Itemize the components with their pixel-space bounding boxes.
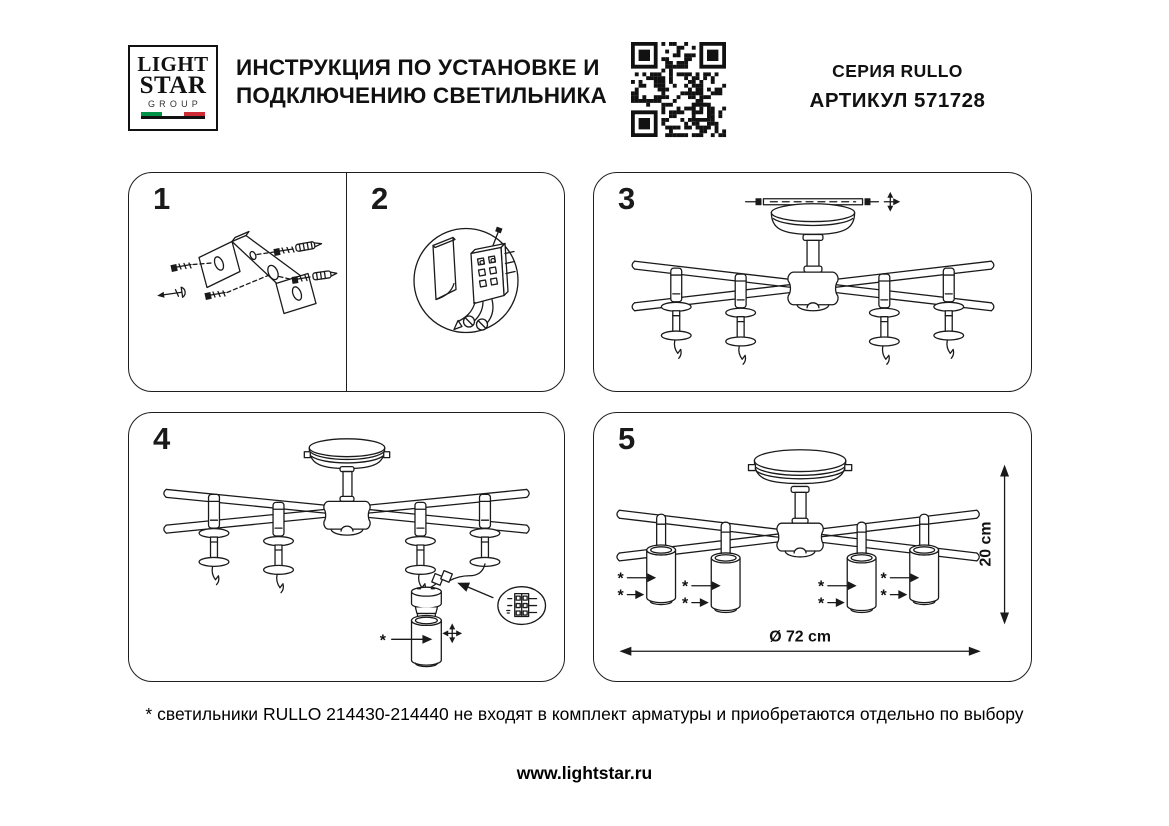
- logo-word-star: STAR: [139, 72, 207, 99]
- junction-cover-plate: [433, 238, 456, 300]
- step-2-cell: [346, 173, 564, 391]
- height-dimension: [978, 465, 1009, 625]
- panel-step-3: [593, 172, 1032, 392]
- move-icon: [442, 623, 462, 643]
- title-line-1: ИНСТРУКЦИЯ ПО УСТАНОВКЕ И: [236, 55, 600, 80]
- center-hub: [788, 272, 838, 311]
- website-url: www.lightstar.ru: [516, 763, 653, 783]
- ceiling-canopy: [304, 439, 389, 469]
- connector-plug: [432, 571, 453, 586]
- panel-step-4: [128, 412, 565, 682]
- step-1-cell: [129, 173, 346, 391]
- step-number: 1: [153, 181, 171, 216]
- stem: [803, 234, 823, 272]
- step4-connect-lamps-drawing: [129, 413, 564, 681]
- stem: [791, 486, 809, 523]
- ceiling-canopy: [748, 450, 851, 484]
- lamp-socket: [412, 587, 442, 617]
- wiring-detail-circle: [498, 587, 546, 625]
- screw-direction-icon: [884, 192, 900, 212]
- step-number: 4: [153, 421, 171, 456]
- series-label: СЕРИЯ RULLO: [832, 61, 963, 81]
- step-number: 5: [618, 421, 636, 456]
- italian-flag-icon: [141, 112, 205, 119]
- step5-final-assembly-drawing: [594, 413, 1031, 681]
- screw-icon: [156, 287, 185, 301]
- lightstar-logo: [128, 45, 218, 131]
- footnote-asterisk: *: [379, 632, 386, 650]
- step-number: 2: [371, 181, 389, 216]
- step-number: 3: [618, 181, 636, 216]
- footnote: * светильники RULLO 214430-214440 не входят в комплект арматуры и приобретаются отдельно по выбору: [145, 704, 1024, 724]
- product-info: [765, 61, 1030, 113]
- qr-code-icon: [631, 42, 726, 137]
- diameter-label: Ø 72 cm: [769, 628, 831, 646]
- logo-word-light: LIGHT: [137, 52, 209, 76]
- logo-word-group: GROUP: [147, 99, 202, 109]
- page-title: [236, 54, 607, 110]
- panel-step-1-2: [128, 172, 565, 392]
- diameter-dimension: [619, 628, 980, 655]
- panel-step-5: [593, 412, 1032, 682]
- stem: [340, 467, 354, 502]
- step3-hang-fixture-drawing: [594, 173, 1031, 391]
- screw-and-anchor: [257, 240, 322, 256]
- ceiling-canopy: [771, 204, 854, 235]
- title-line-2: ПОДКЛЮЧЕНИЮ СВЕТИЛЬНИКА: [236, 83, 607, 108]
- height-label: 20 cm: [977, 521, 995, 567]
- article-label: АРТИКУЛ 571728: [809, 89, 986, 112]
- center-hub: [777, 523, 823, 557]
- center-hub: [324, 501, 370, 535]
